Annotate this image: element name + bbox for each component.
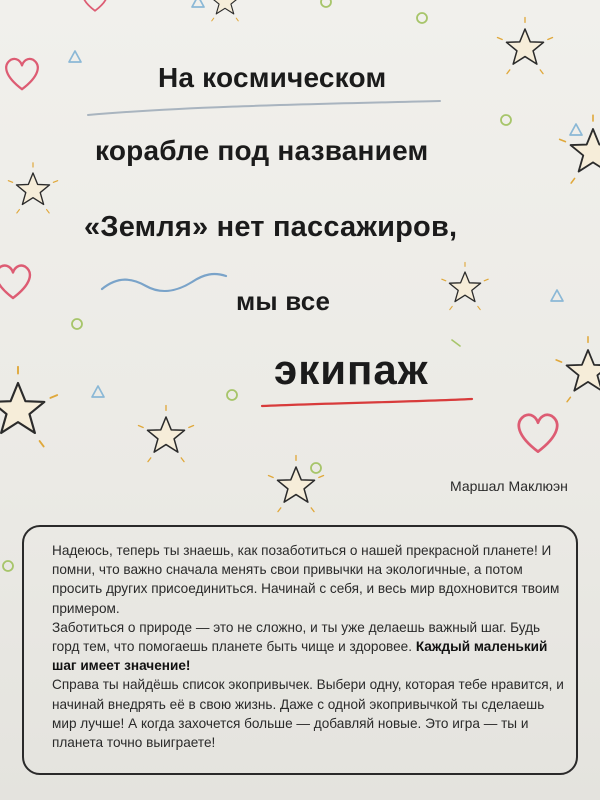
bold-statement: Каждый маленький шаг имеет значение! — [52, 639, 548, 674]
quote-line: корабле под названием — [95, 135, 429, 166]
circle-icon — [72, 319, 82, 329]
text-box — [22, 525, 578, 775]
star-icon — [138, 406, 193, 462]
star-icon — [556, 337, 600, 402]
heart-icon — [0, 266, 30, 298]
heart-icon — [519, 415, 557, 452]
triangle-icon — [69, 51, 81, 62]
triangle-icon — [192, 0, 204, 7]
heart-icon — [6, 59, 38, 89]
grey-underline — [88, 101, 440, 115]
triangle-icon — [570, 124, 582, 135]
circle-icon — [501, 115, 511, 125]
circle-icon — [3, 561, 13, 571]
star-icon — [0, 367, 57, 447]
quote-author: Маршал Маклюэн — [450, 478, 568, 494]
quote-line: На космическом — [158, 62, 387, 93]
quote-line: мы все — [236, 286, 331, 316]
triangle-icon — [92, 386, 104, 397]
star-icon — [497, 18, 552, 74]
circle-icon — [321, 0, 331, 7]
star-icon — [442, 262, 488, 309]
paragraph — [52, 618, 568, 676]
heart-icon — [83, 0, 108, 11]
wave-underline — [102, 274, 226, 291]
paragraph-text: Заботиться о природе — это не сложно, и ты уже делаешь важный шаг. Будь горд тем, что помогаешь планете быть чище и здоровее. — [52, 619, 541, 655]
star-icon — [268, 456, 323, 512]
paragraph: Надеюсь, теперь ты знаешь, как позаботиться о нашей прекрасной планете! И помни, что важно сначала менять свои привычки на экологичные, а потом просить других присоединиться. Начинай с себя, и весь мир вдохновится твоим примером. — [52, 543, 560, 616]
circle-icon — [227, 390, 237, 400]
circle-icon — [311, 463, 321, 473]
red-underline — [262, 399, 472, 406]
circle-icon — [417, 13, 427, 23]
quote-line: «Земля» нет пассажиров, — [84, 211, 458, 243]
triangle-icon — [551, 290, 563, 301]
star-icon — [205, 0, 246, 21]
star-icon — [8, 163, 57, 213]
star-icon — [560, 115, 600, 183]
paragraph: Справа ты найдёшь список экопривычек. Выбери одну, которая тебе нравится, и начинай внедрять её в свою жизнь. Даже с одной экопривычкой ты сделаешь мир лучше! А когда захочется больше — добавляй новые. Это игра — ты и планета точно выиграете! — [52, 677, 564, 751]
dash-doodle — [452, 340, 460, 346]
quote-emphasis: экипаж — [274, 346, 429, 393]
